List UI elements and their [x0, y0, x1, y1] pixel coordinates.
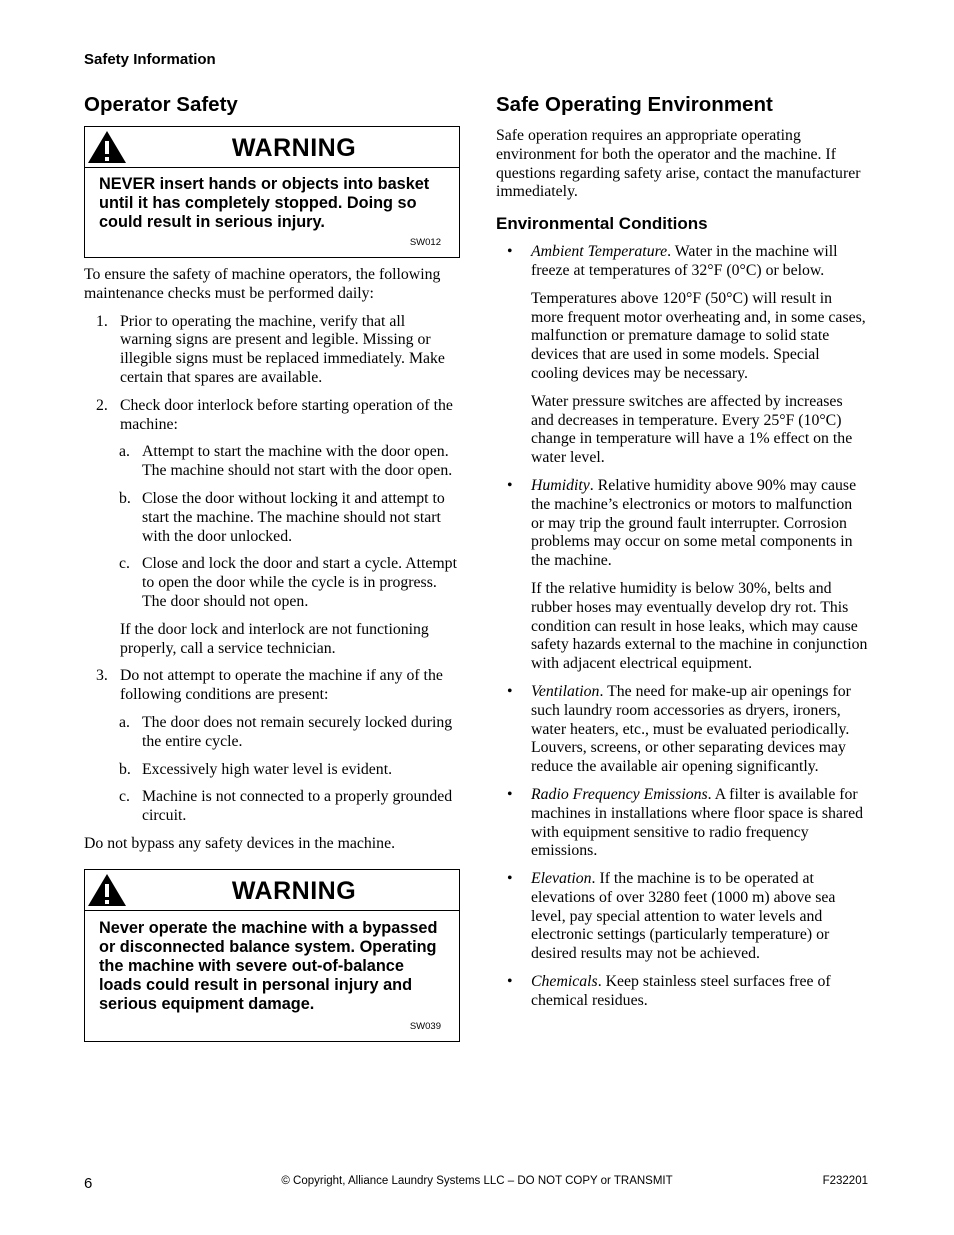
list-item-humidity [496, 477, 868, 571]
bullet-icon: • [507, 682, 513, 700]
list-item-text: Check door interlock before starting operation of the machine: [120, 396, 453, 433]
warning-triangle-icon [85, 127, 129, 167]
list-item-text: Machine is not connected to a properly grounded circuit. [142, 788, 453, 825]
list-item-step-2b [84, 490, 460, 546]
term: Elevation [531, 870, 592, 888]
list-item-text [531, 243, 868, 281]
list-item-text: Prior to operating the machine, verify that all warning signs are present and legible. Missing or illegible signs must be replaced immediately. Make certain that spares are available. [120, 312, 445, 386]
step-2-note: If the door lock and interlock are not functioning properly, call a service technician. [120, 620, 429, 657]
term: Ventilation [531, 682, 600, 700]
temperature-note-1: Temperatures above 120°F (50°C) will result in more frequent motor overheating and, in some cases, malfunction or premature damage to solid state devices that are used in some models. Special cooling devices may be necessary. [531, 289, 866, 382]
list-item-text: Do not attempt to operate the machine if any of the following conditions are present: [120, 667, 443, 704]
warning-box-sw039 [84, 869, 460, 1042]
list-item-text: Close and lock the door and start a cycle. Attempt to open the door while the cycle is in progress. The door should not open. [142, 555, 457, 610]
bullet-icon: • [507, 243, 513, 261]
warning-title: WARNING [231, 876, 357, 905]
list-item-text [531, 786, 868, 861]
list-item-step-3c [84, 788, 460, 826]
warning-code: SW012 [409, 237, 441, 248]
list-item-text [531, 973, 868, 1011]
warning-triangle-icon [85, 870, 129, 910]
warning-text: Never operate the machine with a bypassed or disconnected balance system. Operating the machine with severe out-of-balance loads could result in personal injury and serious equipment damage. [99, 918, 438, 1013]
list-letter: a. [119, 443, 130, 461]
warning-text: NEVER insert hands or objects into basket until it has completely stopped. Doing so could result in serious injury. [99, 175, 430, 231]
list-letter: c. [119, 788, 130, 806]
bullet-icon: • [507, 785, 513, 803]
list-item-step-2c [84, 555, 460, 611]
term: Radio Frequency Emissions [531, 785, 708, 803]
right-column [496, 92, 868, 1011]
list-item-step-2a [84, 443, 460, 481]
bullet-icon: • [507, 870, 513, 888]
list-item-step-1 [84, 313, 460, 388]
maintenance-intro: To ensure the safety of machine operators, the following maintenance checks must be performed daily: [84, 266, 441, 302]
list-item-step-3b [84, 761, 460, 780]
warning-code: SW039 [409, 1020, 441, 1032]
term: Ambient Temperature [531, 243, 668, 261]
warning-title: WARNING [231, 134, 357, 162]
list-item-text: Excessively high water level is evident. [142, 760, 393, 778]
description: . Keep stainless steel surfaces free of chemical residues. [531, 973, 831, 1009]
environment-intro: Safe operation requires an appropriate operating environment for both the operator and the machine. If questions regarding safety arise, contact the manufacturer immediately. [496, 127, 861, 201]
operator-safety-heading: Operator Safety [84, 93, 238, 116]
term: Humidity [531, 476, 590, 494]
section-label: Safety Information [84, 51, 216, 68]
page-number: 6 [84, 1175, 93, 1192]
term: Chemicals [531, 973, 598, 991]
humidity-note: If the relative humidity is below 30%, belts and rubber hoses may eventually develop dry rot. This condition can result in hose leaks, which may cause safety hazards external to the machine in conjunction with adjacent electrical equipment. [531, 579, 868, 673]
list-item-step-3 [84, 667, 460, 705]
list-letter: c. [119, 555, 130, 573]
list-item-text: The door does not remain securely locked during the entire cycle. [142, 713, 453, 750]
description: . Relative humidity above 90% may cause the machine’s electronics or motors to malfunction or may trip the ground fault interrupter. Corrosion problems may occur on some metal components in the machine. [531, 476, 857, 570]
warning-header [85, 127, 459, 168]
list-item-text: Close the door without locking it and attempt to start the machine. The machine should not start with the door unlocked. [142, 489, 445, 545]
list-number: 1. [96, 312, 108, 330]
bullet-icon: • [507, 973, 513, 991]
list-item-ambient-temperature [496, 243, 868, 281]
list-item-text: Attempt to start the machine with the door open. The machine should not start with the door open. [142, 443, 453, 480]
closing-statement: Do not bypass any safety devices in the machine. [84, 834, 396, 852]
list-item-chemicals [496, 973, 868, 1011]
list-item-text [531, 477, 868, 571]
left-column [84, 92, 460, 1042]
list-item-elevation [496, 870, 868, 964]
list-item-text [531, 683, 868, 777]
temperature-note-2: Water pressure switches are affected by increases and decreases in temperature. Every 25°F (10°C) change in temperature will have a 1% effect on the water level. [531, 392, 853, 467]
list-letter: a. [119, 713, 130, 731]
list-letter: b. [119, 760, 131, 778]
bullet-icon: • [507, 476, 513, 494]
list-letter: b. [119, 489, 131, 507]
environmental-conditions-heading: Environmental Conditions [496, 214, 708, 234]
list-number: 3. [96, 667, 108, 685]
list-item-ventilation [496, 683, 868, 777]
description: . Water in the machine will freeze at temperatures of 32°F (0°C) or below. [531, 243, 838, 279]
list-number: 2. [96, 396, 108, 414]
description: . If the machine is to be operated at elevations of over 3280 feet (1000 m) above sea level, pay special attention to water levels and electronic settings (particularly temperature) or desired results may not be achieved. [531, 870, 836, 963]
list-item-text [531, 870, 868, 964]
document-code: F232201 [822, 1175, 868, 1187]
environment-heading: Safe Operating Environment [496, 93, 773, 116]
description: . The need for make-up air openings for such laundry room accessories as dryers, ironers, water heaters, etc., must be evaluated periodically. Louvers, screens, or other separating devices may reduce the available air opening significantly. [531, 682, 851, 776]
footer-copyright: © Copyright, Alliance Laundry Systems LLC – DO NOT COPY or TRANSMIT [281, 1175, 673, 1187]
list-item-radio-frequency [496, 786, 868, 861]
list-item-step-2 [84, 397, 460, 435]
warning-header [85, 870, 459, 911]
warning-box-sw012 [84, 126, 460, 258]
description: . A filter is available for machines in installations where floor space is shared with equipment sensitive to radio frequency emissions. [531, 785, 864, 860]
list-item-step-3a [84, 714, 460, 752]
